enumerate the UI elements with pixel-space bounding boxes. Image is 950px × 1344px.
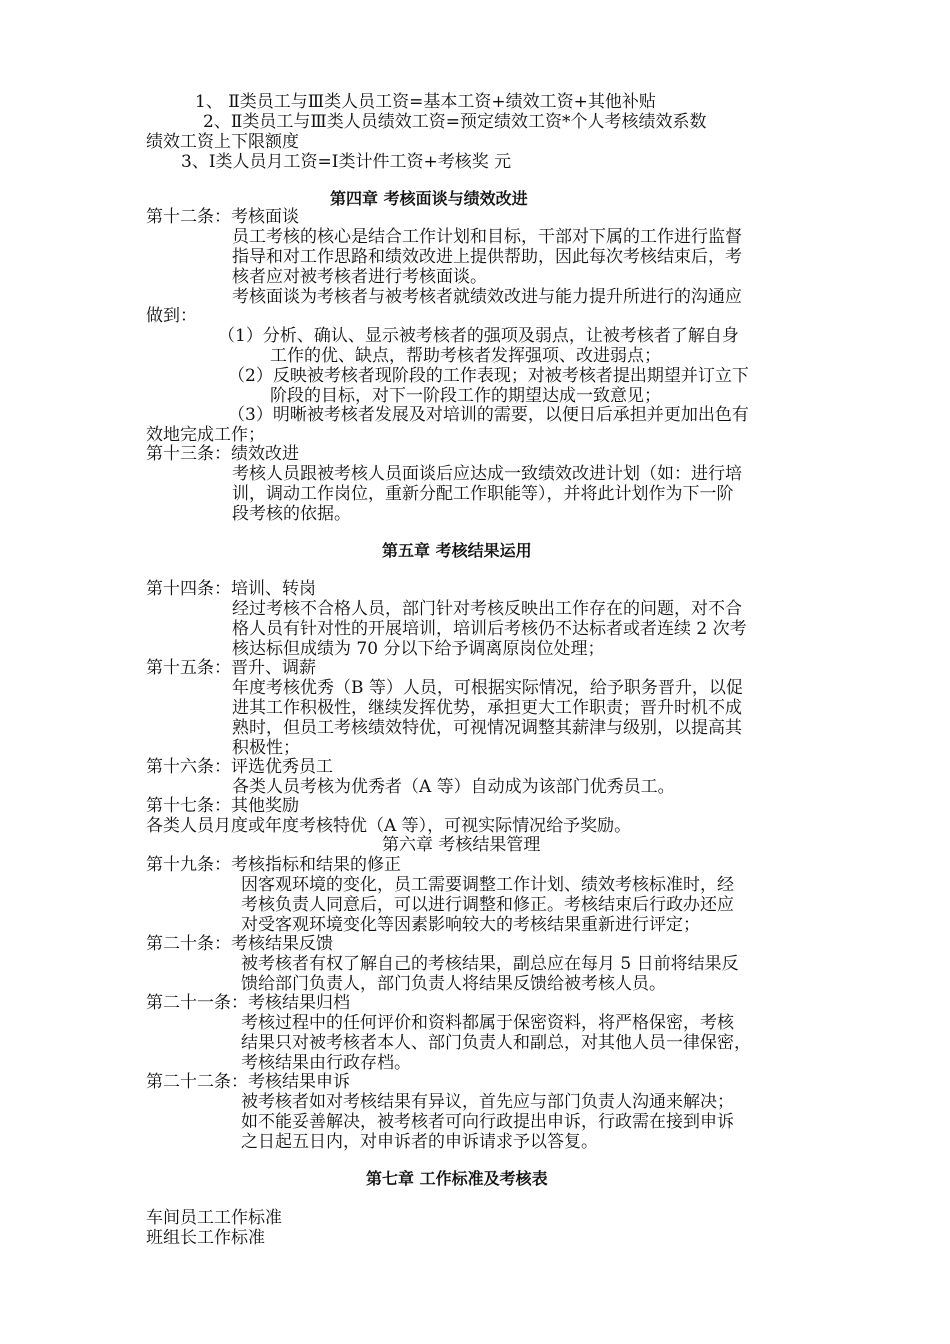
- chapter-heading: 第五章 考核结果运用: [382, 541, 532, 560]
- article-heading: 第二十条：考核结果反馈: [146, 934, 333, 954]
- text-line: 经过考核不合格人员，部门针对考核反映出工作存在的问题，对不合: [232, 599, 742, 619]
- text-line: 员工考核的核心是结合工作计划和目标，干部对下属的工作进行监督: [232, 227, 742, 247]
- text-line: （2）反映被考核者现阶段的工作表现；对被考核者提出期望并订立下: [228, 366, 749, 386]
- text-line: 3、Ⅰ类人员月工资=Ⅰ类计件工资+考核奖 元: [181, 152, 512, 172]
- article-heading: 第十九条：考核指标和结果的修正: [146, 855, 401, 875]
- text-line: 因客观环境的变化，员工需要调整工作计划、绩效考核标准时，经: [241, 875, 734, 895]
- text-line: 考核负责人同意后，可以进行调整和修正。考核结束后行政办还应: [241, 895, 734, 915]
- text-line: 进其工作积极性，继续发挥优势，承担更大工作职责；晋升时机不成: [232, 698, 742, 718]
- text-line: 训，调动工作岗位，重新分配工作职能等），并将此计划作为下一阶: [232, 484, 734, 504]
- article-heading: 第二十一条：考核结果归档: [146, 993, 350, 1013]
- text-line: 考核过程中的任何评价和资料都属于保密资料，将严格保密，考核: [241, 1013, 734, 1033]
- article-heading: 第十六条：评选优秀员工: [146, 757, 333, 777]
- text-line: 之日起五日内，对申诉者的申诉请求予以答复。: [241, 1132, 598, 1152]
- text-line: 效地完成工作；: [146, 425, 265, 445]
- article-heading: 第十四条：培训、转岗: [146, 579, 316, 599]
- text-line: 考核面谈为考核者与被考核者就绩效改进与能力提升所进行的沟通应: [232, 287, 742, 307]
- article-heading: 第二十二条：考核结果申诉: [146, 1072, 350, 1092]
- text-line: 绩效工资上下限额度: [146, 132, 299, 152]
- text-line: 指导和对工作思路和绩效改进上提供帮助，因此每次考核结束后，考: [232, 247, 742, 267]
- text-line: 考核结果由行政存档。: [241, 1053, 411, 1073]
- chapter-heading: 第六章 考核结果管理: [382, 835, 541, 855]
- text-line: 考核人员跟被考核人员面谈后应达成一致绩效改进计划（如：进行培: [232, 464, 742, 484]
- text-line: 做到：: [146, 306, 197, 326]
- text-line: 工作的优、缺点，帮助考核者发挥强项、改进弱点；: [270, 346, 661, 366]
- text-line: 格人员有针对性的开展培训，培训后考核仍不达标者或者连续 2 次考: [232, 619, 747, 639]
- text-line: 年度考核优秀（B 等）人员，可根据实际情况，给予职务晋升，以促: [232, 678, 743, 698]
- text-line: 2、Ⅱ类员工与Ⅲ类人员绩效工资=预定绩效工资*个人考核绩效系数: [203, 112, 707, 132]
- text-line: 班组长工作标准: [146, 1228, 265, 1248]
- text-line: 核者应对被考核者进行考核面谈。: [232, 267, 487, 287]
- text-line: 被考核者如对考核结果有异议，首先应与部门负责人沟通来解决；: [241, 1092, 734, 1112]
- text-line: 车间员工工作标准: [146, 1208, 282, 1228]
- text-line: （1）分析、确认、显示被考核者的强项及弱点，让被考核者了解自身: [218, 326, 739, 346]
- article-heading: 第十三条：绩效改进: [146, 444, 299, 464]
- text-line: （3）明晰被考核者发展及对培训的需要，以便日后承担并更加出色有: [228, 405, 749, 425]
- text-line: 各类人员考核为优秀者（A 等）自动成为该部门优秀员工。: [232, 777, 675, 797]
- text-line: 阶段的目标，对下一阶段工作的期望达成一致意见；: [270, 386, 661, 406]
- text-line: 结果只对被考核者本人、部门负责人和副总，对其他人员一律保密，: [241, 1033, 751, 1053]
- text-line: 对受客观环境变化等因素影响较大的考核结果重新进行评定；: [241, 915, 700, 935]
- article-heading: 第十五条：晋升、调薪: [146, 658, 316, 678]
- text-line: 被考核者有权了解自己的考核结果，副总应在每月 5 日前将结果反: [241, 954, 739, 974]
- chapter-heading: 第七章 工作标准及考核表: [366, 1169, 548, 1188]
- article-heading: 第十七条：其他奖励: [146, 796, 299, 816]
- text-line: 核达标但成绩为 70 分以下给予调离原岗位处理；: [232, 639, 605, 659]
- article-heading: 第十二条：考核面谈: [146, 207, 299, 227]
- chapter-heading: 第四章 考核面谈与绩效改进: [330, 189, 528, 208]
- text-line: 段考核的依据。: [232, 504, 351, 524]
- text-line: 各类人员月度或年度考核特优（A 等），可视实际情况给予奖励。: [146, 816, 632, 836]
- text-line: 馈给部门负责人，部门负责人将结果反馈给被考核人员。: [241, 974, 666, 994]
- text-line: 如不能妥善解决，被考核者可向行政提出申诉，行政需在接到申诉: [241, 1112, 734, 1132]
- text-line: 1、 Ⅱ类员工与Ⅲ类人员工资=基本工资+绩效工资+其他补贴: [195, 92, 656, 112]
- text-line: 熟时，但员工考核绩效特优，可视情况调整其薪津与级别，以提高其: [232, 718, 742, 738]
- text-line: 积极性；: [232, 738, 300, 758]
